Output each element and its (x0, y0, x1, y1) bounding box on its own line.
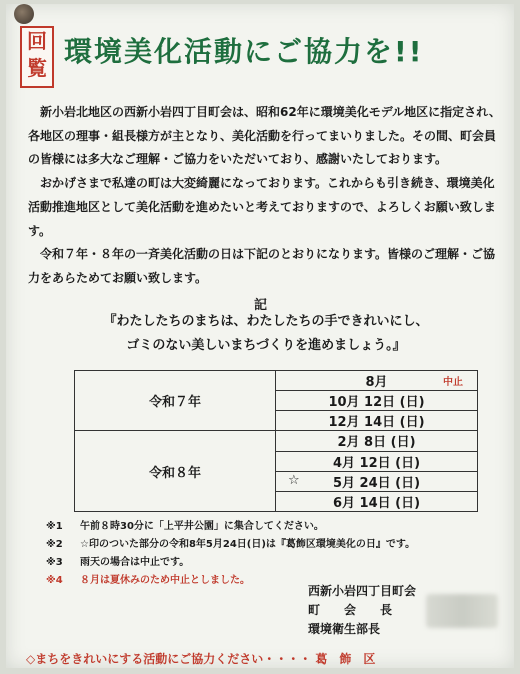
table-row (75, 431, 478, 451)
badge-top: 回 (27, 29, 47, 53)
org-chairman: 町 会 長 (308, 603, 393, 617)
note-text: ８月は夏休みのため中止としました。 (80, 575, 250, 586)
notes-list (46, 518, 506, 590)
badge-bottom: 覧 (27, 56, 47, 80)
redacted-names (426, 594, 498, 628)
notice-title: 環境美化活動にご協力を!! (64, 35, 424, 68)
note-mark: ※3 (46, 557, 63, 568)
date-cell (276, 471, 478, 491)
note-3 (46, 554, 506, 572)
slogan-line-2: ゴミのない美しいまちづくりを進めましょう。』 (126, 338, 406, 353)
year-reiwa-8: 令和８年 (75, 431, 276, 512)
notice-sheet (6, 4, 514, 668)
footer-banner: ◇まちをきれいにする活動にご協力ください・・・・ 葛 飾 区 (26, 652, 376, 666)
date-cell (276, 371, 478, 391)
note-2 (46, 536, 506, 554)
date-text: 5月 24日 (日) (332, 475, 421, 491)
schedule-table (74, 370, 478, 512)
body-paragraphs (28, 101, 502, 291)
date-cell: 12月 14日 (日) (276, 411, 478, 431)
slogan (26, 310, 506, 358)
push-pin-icon (14, 4, 34, 24)
note-mark: ※2 (46, 539, 63, 550)
note-mark: ※1 (46, 521, 63, 532)
table-row (75, 371, 478, 391)
ki-heading: 記 (254, 298, 268, 313)
note-text: ☆印のついた部分の令和8年5月24日(日)は『葛飾区環境美化の日』です。 (80, 539, 416, 550)
note-text: 雨天の場合は中止です。 (80, 557, 190, 568)
paragraph-1: 新小岩北地区の西新小岩四丁目町会は、昭和62年に環境美化モデル地区に指定され、各地区の理事・組長様方が主となり、美化活動を行ってまいりました。その間、町会員の皆様には多大なご理解・ご協力をいただいており、感謝いたしております。 (28, 105, 501, 167)
org-sanitation-head: 環境衛生部長 (308, 622, 381, 636)
date-cell: 4月 12日 (日) (276, 451, 478, 471)
note-1 (46, 518, 506, 536)
date-cell: 10月 12日 (日) (276, 391, 478, 411)
date-cell: 2月 8日 (日) (276, 431, 478, 451)
year-reiwa-7: 令和７年 (75, 371, 276, 431)
note-4 (46, 572, 506, 590)
cancelled-label: 中止 (443, 377, 463, 388)
paragraph-2: おかげさまで私達の町は大変綺麗になっております。これからも引き続き、環境美化活動推進地区として美化活動を進めたいと考えておりますので、よろしくお願い致します。 (28, 176, 496, 238)
org-name: 西新小岩四丁目町会 (308, 584, 417, 598)
circulation-badge (20, 26, 54, 88)
date-cell: 6月 14日 (日) (276, 491, 478, 511)
paragraph-3: 令和７年・８年の一斉美化活動の日は下記のとおりになります。皆様のご理解・ご協力をあらためてお願い致します。 (28, 247, 496, 285)
organization-block (308, 582, 416, 639)
note-text: 午前８時30分に「上平井公園」に集合してください。 (80, 521, 324, 532)
slogan-line-1: 『わたしたちのまちは、わたしたちの手できれいにし、 (103, 314, 429, 329)
note-mark: ※4 (46, 575, 63, 586)
date-text: 8月 (365, 375, 388, 391)
star-icon: ☆ (288, 472, 300, 488)
